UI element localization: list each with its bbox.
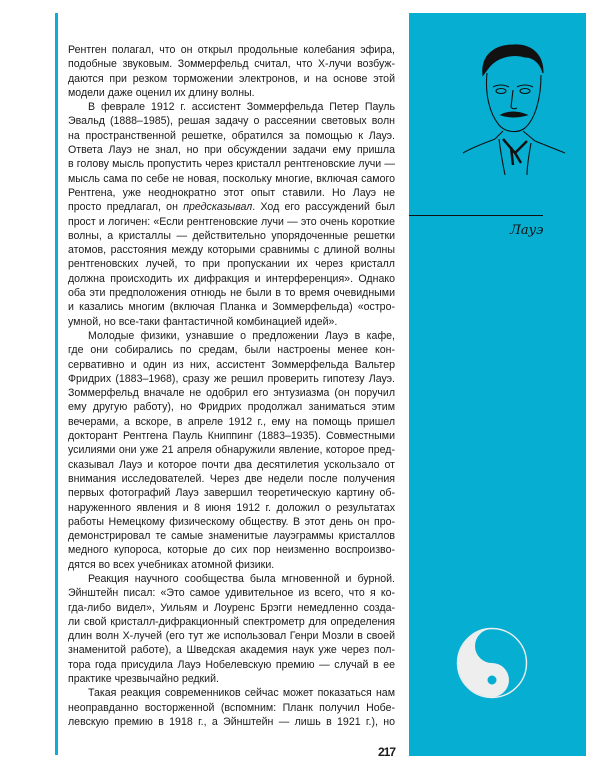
paragraph bbox=[68, 100, 395, 329]
paragraph bbox=[68, 329, 395, 572]
left-margin-rule bbox=[55, 13, 58, 755]
text-line: должна происходить их дифракция и интерференция». Однако bbox=[68, 272, 395, 285]
text-line: сервативно и один из них, ассистент Зоммерфельда Вальтер bbox=[68, 358, 395, 371]
text-line: Реакция научного сообщества была мгновенной и бурной. bbox=[88, 572, 395, 585]
text-line: оба эти предположения отнюдь не были в то время очевидными bbox=[68, 287, 395, 300]
portrait-caption: Лауэ bbox=[510, 223, 544, 238]
text-line: вечерами, а вскоре, в апреле 1912 г., ему на помощь пришел bbox=[68, 415, 395, 428]
text-line: усилиями они уже 21 апреля обнаружили явление, которое пред- bbox=[68, 444, 395, 457]
paragraph bbox=[68, 686, 395, 729]
text-line: на пространственной решетке, обратился за помощью к Лауэ. bbox=[68, 129, 395, 142]
text-line: Такая реакция современников сейчас может показаться нам bbox=[88, 687, 395, 700]
text-line: рентгеновских лучей, то при пропускании их через кристалл bbox=[68, 258, 395, 271]
text-line: атомов, расстояния между которыми сравнимы с длиной волны bbox=[68, 244, 395, 257]
text-line: дятся во всех учебниках атомной физики. bbox=[68, 558, 275, 571]
text-line: первых фотографий Лауэ завершил теоретическую картину об- bbox=[68, 487, 395, 500]
caption-divider bbox=[409, 215, 543, 216]
paragraph bbox=[68, 43, 395, 100]
text-line: Ответа Лауэ не знал, но при обсуждении задачи ему пришла bbox=[68, 144, 395, 157]
text-line: подобные звуковым. Зоммерфельд считал, что X-лучи возбуж- bbox=[68, 58, 395, 71]
text-line: прост и логичен: «Если рентгеновские лучи — это очень короткие bbox=[68, 215, 395, 228]
text-line: Эвальд (1888–1985), решая задачу о рассеянии световых волн bbox=[68, 115, 395, 128]
text-line: модели даже оценил их длину волны. bbox=[68, 86, 255, 99]
text-line: работы Немецкому физическому обществу. В этот день он про- bbox=[68, 515, 395, 528]
text-line: наруженного явления и 8 июня 1912 г. доложил о результатах bbox=[68, 501, 395, 514]
text-line: Рентгена, уже неоднократно этот опыт ставили. Но Лауэ не bbox=[68, 186, 395, 199]
text-line: Рентген полагал, что он открыл продольные колебания эфира, bbox=[68, 44, 395, 56]
text-line: волны, а кристаллы — действительно упорядоченные решетки bbox=[68, 229, 395, 242]
page-number: 217 bbox=[378, 745, 396, 759]
text-line: просто предлагал, он предсказывал. Ход его рассуждений был bbox=[68, 201, 395, 214]
text-line: мысль сама по себе не новая, поскольку многие, включая самого bbox=[68, 172, 395, 185]
text-line: гда-либо видел», Уильям и Лоуренс Брэгги немедленно созда- bbox=[68, 601, 395, 614]
text-line: левскую премию в 1918 г., а Эйнштейн — лишь в 1921 г.), но bbox=[68, 715, 395, 728]
text-line: медного купороса, которые до сих пор неизменно воспроизво- bbox=[68, 544, 395, 557]
text-line: знаменитой работе), а Шведская академия наук уже через пол- bbox=[68, 644, 395, 657]
text-line: Молодые физики, узнавшие о предложении Лауэ в кафе, bbox=[88, 329, 395, 342]
text-line: В феврале 1912 г. ассистент Зоммерфельда Петер Пауль bbox=[88, 101, 395, 114]
text-line: докторант Рентгена Пауль Книппинг (1883–1935). Совместными bbox=[68, 430, 395, 443]
laue-portrait-icon bbox=[455, 35, 570, 175]
text-line: в голову мысль пропустить через кристалл рентгеновские лучи — bbox=[68, 158, 395, 171]
text-line: Зоммерфельд вначале не одобрил его энтузиазма (он поручил bbox=[68, 387, 395, 400]
text-line: неоправданно восторженной (вспомним: Планк получил Нобе- bbox=[68, 701, 395, 714]
text-line: демонстрировал те самые знаменитые лауэграммы кристаллов bbox=[68, 530, 395, 543]
emphasis: предсказывал bbox=[183, 201, 253, 214]
body-text bbox=[68, 43, 395, 729]
text-line: Фридрих (1883–1968), сразу же решил проверить гипотезу Лауэ. bbox=[68, 372, 395, 385]
text-line: где они собирались по средам, были настроены менее кон- bbox=[68, 344, 395, 357]
text-line: умной, но все-таки фантастичной комбинацией идей». bbox=[68, 315, 338, 328]
yin-yang-icon bbox=[456, 627, 528, 699]
text-line: практике чрезвычайно редкий. bbox=[68, 673, 219, 686]
text-line: сказывал Лауэ и которое почти два десятилетия ускользало от bbox=[68, 458, 395, 471]
text-line: и казались многим (включая Планка и Зоммерфельда) «остро- bbox=[68, 301, 395, 314]
text-line: тора года присудила Лауэ Нобелевскую премию — случай в ее bbox=[68, 658, 395, 671]
text-line: внимания исследователей. Через две недели после получения bbox=[68, 472, 395, 485]
text-line: даются при резком торможении электронов, и на основе этой bbox=[68, 72, 395, 85]
text-line: длин волн X-лучей (его тут же использовал Генри Мозли в своей bbox=[68, 630, 395, 643]
text-line: ему другую работу), но Фридрих продолжал заниматься этим bbox=[68, 401, 395, 414]
paragraph bbox=[68, 572, 395, 686]
text-line: Эйнштейн писал: «Это самое удивительное из всего, что я ко- bbox=[68, 587, 395, 600]
text-line: ли свой кристалл-дифракционный спектрометр для определения bbox=[68, 615, 395, 628]
